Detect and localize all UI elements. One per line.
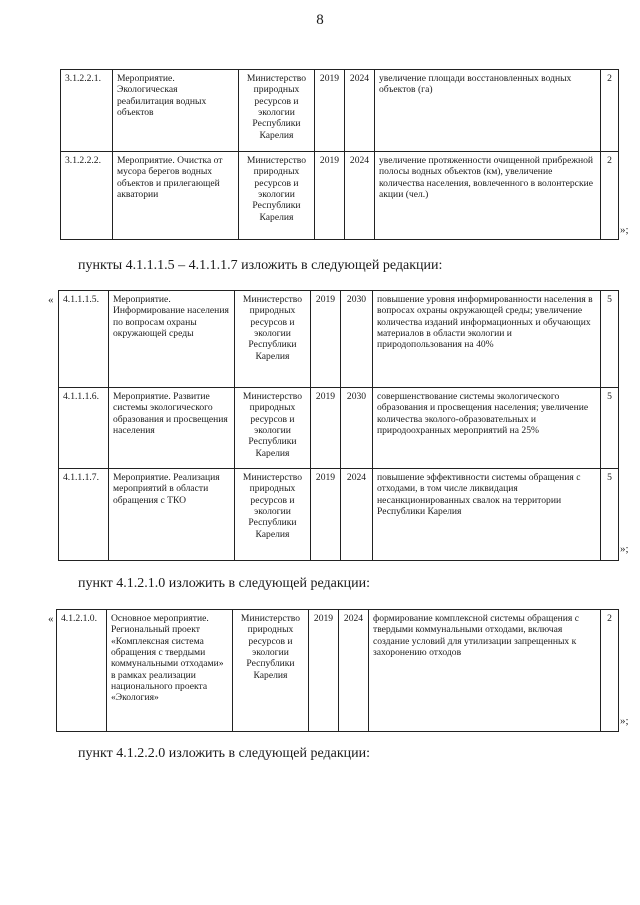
row-value: 2 bbox=[601, 70, 619, 152]
row-ministry: Министерство природных ресурсов и экологии Республики Карелия bbox=[235, 291, 311, 388]
row-value: 2 bbox=[601, 610, 619, 732]
table-row bbox=[59, 291, 619, 388]
row-start-year: 2019 bbox=[311, 469, 341, 561]
table-close-quote: »; bbox=[620, 543, 629, 555]
row-end-year: 2024 bbox=[339, 610, 369, 732]
row-activity: Мероприятие. Развитие системы экологического образования и просвещения населения bbox=[109, 388, 235, 469]
row-code: 4.1.2.1.0. bbox=[57, 610, 107, 732]
row-indicator: увеличение протяженности очищенной прибрежной полосы водных объектов (км), увеличение количества населения, вовлеченного в волонтерские акции (чел.) bbox=[375, 152, 601, 240]
row-activity: Мероприятие. Очистка от мусора берегов водных объектов и прилегающей акватории bbox=[113, 152, 239, 240]
row-activity: Основное мероприятие. Региональный проект «Комплексная система обращения с твердыми коммунальными отходами» в рамках реализации национального проекта «Экология» bbox=[107, 610, 233, 732]
row-ministry: Министерство природных ресурсов и экологии Республики Карелия bbox=[239, 70, 315, 152]
row-activity: Мероприятие. Экологическая реабилитация водных объектов bbox=[113, 70, 239, 152]
table-program-activities-3 bbox=[56, 609, 619, 732]
row-indicator: повышение уровня информированности населения в вопросах охраны окружающей среды; увеличение количества изданий информационных и обучающих материалов в области экологии и природопользования на 40% bbox=[373, 291, 601, 388]
row-code: 3.1.2.2.2. bbox=[61, 152, 113, 240]
row-ministry: Министерство природных ресурсов и экологии Республики Карелия bbox=[233, 610, 309, 732]
row-code: 4.1.1.1.6. bbox=[59, 388, 109, 469]
row-value: 5 bbox=[601, 388, 619, 469]
table-row bbox=[61, 70, 619, 152]
row-indicator: увеличение площади восстановленных водных объектов (га) bbox=[375, 70, 601, 152]
row-start-year: 2019 bbox=[309, 610, 339, 732]
table-program-activities-1 bbox=[60, 69, 619, 240]
page-number: 8 bbox=[316, 12, 324, 28]
row-end-year: 2024 bbox=[345, 70, 375, 152]
row-activity: Мероприятие. Реализация мероприятий в области обращения с ТКО bbox=[109, 469, 235, 561]
row-value: 5 bbox=[601, 291, 619, 388]
row-indicator: повышение эффективности системы обращения с отходами, в том числе ликвидация несанкционированных свалок на территории Республики Карелия bbox=[373, 469, 601, 561]
table-open-quote: « bbox=[48, 294, 54, 306]
row-end-year: 2024 bbox=[341, 469, 373, 561]
paragraph-instruction: пункт 4.1.2.2.0 изложить в следующей редакции: bbox=[78, 746, 370, 761]
paragraph-instruction: пункты 4.1.1.1.5 – 4.1.1.1.7 изложить в следующей редакции: bbox=[78, 258, 443, 273]
row-code: 3.1.2.2.1. bbox=[61, 70, 113, 152]
row-end-year: 2030 bbox=[341, 388, 373, 469]
row-end-year: 2030 bbox=[341, 291, 373, 388]
row-ministry: Министерство природных ресурсов и экологии Республики Карелия bbox=[235, 388, 311, 469]
table-open-quote: « bbox=[48, 613, 54, 625]
table-close-quote: »; bbox=[620, 715, 629, 727]
row-value: 2 bbox=[601, 152, 619, 240]
row-start-year: 2019 bbox=[311, 388, 341, 469]
row-start-year: 2019 bbox=[315, 70, 345, 152]
row-code: 4.1.1.1.7. bbox=[59, 469, 109, 561]
row-start-year: 2019 bbox=[315, 152, 345, 240]
row-ministry: Министерство природных ресурсов и экологии Республики Карелия bbox=[235, 469, 311, 561]
row-indicator: формирование комплексной системы обращения с твердыми коммунальными отходами, включая создание условий для утилизации запрещенных к захоронению отходов bbox=[369, 610, 601, 732]
row-value: 5 bbox=[601, 469, 619, 561]
row-ministry: Министерство природных ресурсов и экологии Республики Карелия bbox=[239, 152, 315, 240]
table-row bbox=[59, 469, 619, 561]
table-program-activities-2 bbox=[58, 290, 619, 561]
row-start-year: 2019 bbox=[311, 291, 341, 388]
row-indicator: совершенствование системы экологического образования и просвещения населения; увеличение количества эколого-образовательных и природоохранных мероприятий на 25% bbox=[373, 388, 601, 469]
row-end-year: 2024 bbox=[345, 152, 375, 240]
row-activity: Мероприятие. Информирование населения по вопросам охраны окружающей среды bbox=[109, 291, 235, 388]
table-row bbox=[57, 610, 619, 732]
row-code: 4.1.1.1.5. bbox=[59, 291, 109, 388]
paragraph-instruction: пункт 4.1.2.1.0 изложить в следующей редакции: bbox=[78, 576, 370, 591]
table-row bbox=[59, 388, 619, 469]
table-row bbox=[61, 152, 619, 240]
table-close-quote: »; bbox=[620, 224, 629, 236]
